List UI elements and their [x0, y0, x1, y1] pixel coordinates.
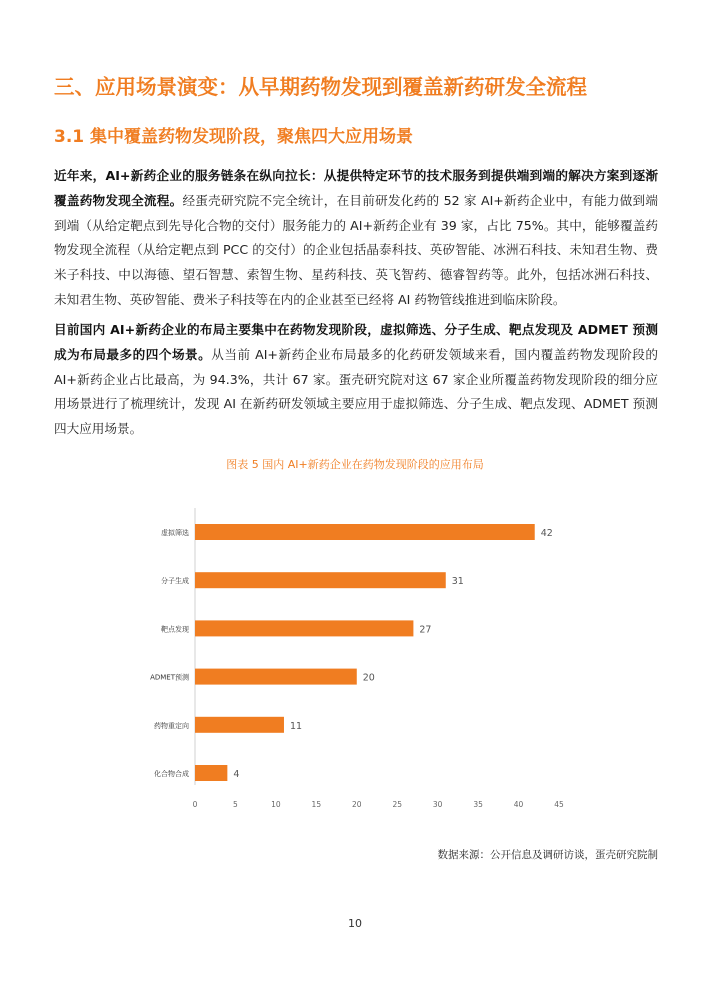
paragraph-1-body: 经蛋壳研究院不完全统计，在目前研发化药的 52 家 AI+新药企业中，有能力做到端到端（从给定靶点到先导化合物的交付）服务能力的 AI+新药企业有 39 家，占比 75%。其中，能够覆盖药物发现全流程（从给定靶点到 PCC 的交付）的企业包括晶泰科技、英矽智能、冰洲石科技、未知君生物、费米子科技、中以海德、望石智慧、索智生物、星药科技、英飞智药、德睿智药等。此外，包括冰洲石科技、未知君生物、英矽智能、费米子科技等在内的企业甚至已经将 AI 药物管线推进到临床阶段。 — [54, 192, 658, 307]
value-label: 31 — [451, 576, 464, 588]
bar — [195, 572, 446, 588]
value-label: 20 — [362, 672, 375, 684]
x-tick-label: 35 — [473, 800, 483, 809]
bar — [195, 717, 284, 733]
paragraph-1-lead: 近年来，AI+新药企业的服务链条在纵向拉长：从提供特定环节的技术服务到提供端到端的解决方案到逐渐覆盖药物发现全流程。 — [54, 168, 658, 208]
category-label: 靶点发现 — [161, 625, 189, 634]
value-label: 27 — [419, 624, 432, 636]
paragraph-2-lead: 目前国内 AI+新药企业的布局主要集中在药物发现阶段，虚拟筛选、分子生成、靶点发现及 ADMET 预测成为布局最多的四个场景。 — [54, 322, 658, 362]
x-tick-label: 10 — [271, 800, 281, 809]
category-label: 化合物合成 — [154, 770, 189, 778]
source-note: 数据来源：公开信息及调研访谈，蛋壳研究院制 — [437, 849, 658, 861]
bar — [195, 524, 535, 540]
x-tick-label: 15 — [311, 800, 322, 809]
x-tick-label: 25 — [392, 800, 402, 809]
paragraph-2-body: 从当前 AI+新药企业布局最多的化药研发领域来看，国内覆盖药物发现阶段的 AI+新药企业占比最高，为 94.3%，共计 67 家。蛋壳研究院对这 67 家企业所覆盖药物发现阶段的细分应用场景进行了梳理统计，发现 AI 在新药研发领域主要应用于虚拟筛选、分子生成、靶点发现、ADMET 预测四大应用场景。 — [54, 346, 659, 437]
x-tick-label: 20 — [352, 800, 362, 809]
category-label: 虚拟筛选 — [161, 529, 189, 537]
x-tick-label: 0 — [192, 800, 198, 809]
x-tick-label: 40 — [513, 800, 524, 809]
value-label: 11 — [289, 720, 303, 732]
paragraph-2 — [54, 318, 658, 442]
value-label: 4 — [233, 769, 240, 780]
category-label: 分子生成 — [161, 577, 189, 586]
category-label: ADMET预测 — [150, 673, 189, 682]
x-tick-label: 5 — [233, 800, 238, 809]
page-number: 10 — [348, 917, 362, 930]
x-tick-label: 45 — [554, 800, 564, 809]
figure-title: 图表 5 国内 AI+新药企业在药物发现阶段的应用布局 — [226, 458, 484, 471]
category-label: 药物重定向 — [154, 721, 189, 730]
subsection-heading: 3.1 集中覆盖药物发现阶段，聚焦四大应用场景 — [54, 127, 414, 147]
section-heading: 三、应用场景演变：从早期药物发现到覆盖新药研发全流程 — [54, 75, 587, 99]
paragraph-1 — [54, 164, 658, 313]
value-label: 42 — [540, 528, 553, 539]
bar — [195, 765, 227, 781]
bar-chart — [0, 500, 710, 820]
bar — [195, 620, 413, 636]
x-tick-label: 30 — [432, 800, 443, 809]
bar — [195, 669, 357, 685]
